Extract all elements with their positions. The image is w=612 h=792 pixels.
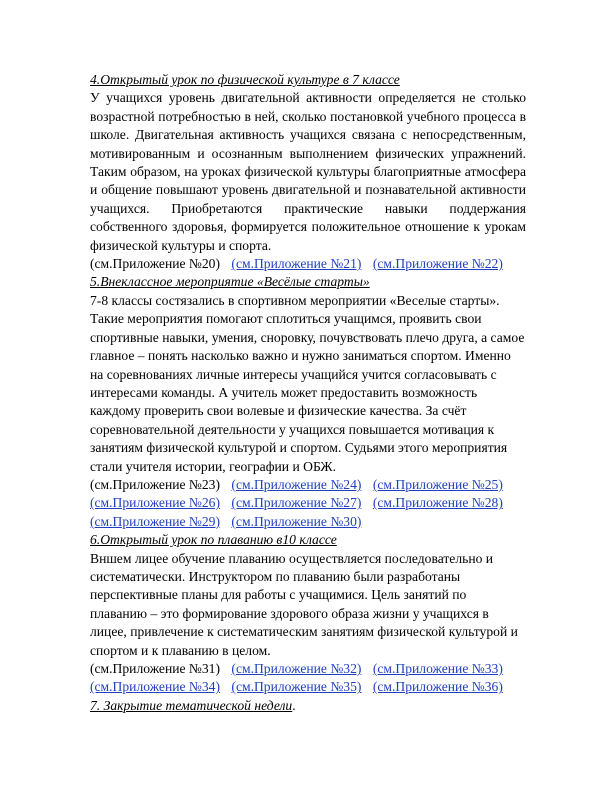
section-7-line [90, 697, 526, 715]
section-5-refs-line-3 [90, 513, 526, 531]
ref-appendix-21-link[interactable]: (см.Приложение №21) [231, 256, 362, 272]
ref-appendix-26-link[interactable]: (см.Приложение №26) [90, 495, 221, 511]
section-4-heading: 4.Открытый урок по физической культуре в 7 классе [90, 72, 400, 87]
section-7-heading-period: . [292, 697, 296, 713]
section-5-refs-line-2 [90, 494, 526, 512]
ref-appendix-30-link[interactable]: (см.Приложение №30) [231, 513, 362, 529]
ref-appendix-25-link[interactable]: (см.Приложение №25) [372, 476, 503, 492]
section-5-text: 7-8 классы состязались в спортивном мероприятии «Веселые старты». Такие мероприятия помогают сплотиться учащимся, проявить свои спортивные навыки, умения, сноровку, почувствовать плечо друга, а самое главное – понять насколько важно и нужно заниматься спортом. Именно на соревнованиях личные интересы учащийся учится согласовывать с интересами команды. А учитель может предоставить возможность каждому проверить свои волевые и физические качества. За счёт соревновательной деятельности у учащихся повышается мотивация к занятиям физической культурой и спортом. Судьями этого мероприятия стали учителя истории, географии и ОБЖ. [90, 292, 525, 474]
section-4-refs [90, 255, 526, 273]
section-6-refs-line-1 [90, 660, 526, 678]
section-5-refs-line-1 [90, 476, 526, 494]
section-4-text: У учащихся уровень двигательной активности определяется не столько возрастной потребностью в ней, сколько постановкой учебного процесса в школе. Двигательная активность учащихся связана с непосредственным, мотивированным и осознанным выполнением физических упражнений. Таким образом, на уроках физической культуры благоприятные атмосфера и общение повышают уровень двигательной и познавательной активности учащихся. Приобретаются практические навыки поддержания собственного здоровья, формируется положительное отношение к урокам физической культуры и спорта. [90, 90, 526, 253]
ref-appendix-29-link[interactable]: (см.Приложение №29) [90, 513, 221, 529]
ref-appendix-33-link[interactable]: (см.Приложение №33) [372, 661, 503, 676]
section-5-heading: 5.Внеклассное мероприятие «Весёлые старты» [90, 274, 370, 290]
ref-appendix-24-link[interactable]: (см.Приложение №24) [231, 476, 362, 492]
section-6-refs-line-2 [90, 678, 526, 696]
ref-appendix-35-link[interactable]: (см.Приложение №35) [231, 679, 362, 695]
ref-appendix-34-link[interactable]: (см.Приложение №34) [90, 679, 221, 695]
ref-appendix-28-link[interactable]: (см.Приложение №28) [372, 495, 503, 511]
ref-appendix-20: (см.Приложение №20) [90, 256, 221, 272]
section-7-heading: 7. Закрытие тематической недели [90, 697, 293, 713]
ref-appendix-32-link[interactable]: (см.Приложение №32) [231, 661, 362, 676]
document-page [90, 71, 526, 715]
ref-appendix-23: (см.Приложение №23) [90, 476, 221, 492]
ref-appendix-22-link[interactable]: (см.Приложение №22) [372, 256, 503, 272]
ref-appendix-31: (см.Приложение №31) [90, 661, 221, 676]
section-6-heading: 6.Открытый урок по плаванию в10 классе [90, 532, 337, 548]
section-6-text: Вншем лицее обучение плаванию осуществляется последовательно и систематически. Инструктором по плаванию были разработаны перспективные планы для работы с учащимися. Цель занятий по плаванию – это формирование здорового образа жизни у учащихся в лицее, привлечение к систематическим занятиям физической культурой и спортом и к плаванию в целом. [90, 550, 518, 658]
ref-appendix-36-link[interactable]: (см.Приложение №36) [372, 679, 503, 695]
ref-appendix-27-link[interactable]: (см.Приложение №27) [231, 495, 362, 511]
